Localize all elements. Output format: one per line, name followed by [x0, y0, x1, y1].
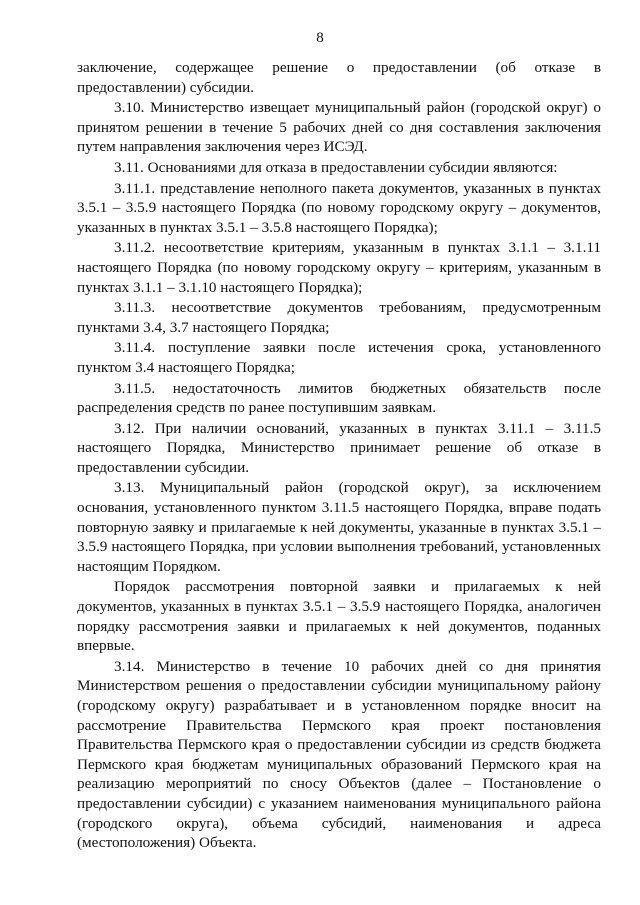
paragraph-3-11-3: 3.11.3. несоответствие документов требованиям, предусмотренным пунктами 3.4, 3.7 настоящего Порядка;	[77, 299, 601, 336]
document-body	[77, 58, 601, 854]
paragraph-3-11-4: 3.11.4. поступление заявки после истечения срока, установленного пунктом 3.4 настоящего Порядка;	[77, 339, 601, 376]
page-number: 8	[316, 30, 324, 46]
paragraph-3-11-5: 3.11.5. недостаточность лимитов бюджетных обязательств после распределения средств по ранее поступившим заявкам.	[77, 379, 601, 417]
paragraph-3-10: 3.10. Министерство извещает муниципальный район (городской округ) о принятом решении в течение 5 рабочих дней со дня составления заключения путем направления заключения через ИСЭД.	[77, 99, 601, 156]
paragraph-3-13: 3.13. Муниципальный район (городской округ), за исключением основания, установленного пунктом 3.11.5 настоящего Порядка, вправе подать повторную заявку и прилагаемые к ней документы, указанные в пунктах 3.5.1 – 3.5.9 настоящего Порядка, при условии выполнения требований, установленных настоящим Порядком.	[77, 479, 601, 575]
paragraph-repeat-order: Порядок рассмотрения повторной заявки и прилагаемых к ней документов, указанных в пунктах 3.5.1 – 3.5.9 настоящего Порядка, аналогичен порядку рассмотрения заявки и прилагаемых к ней документов, поданных впервые.	[77, 578, 601, 655]
paragraph-3-14: 3.14. Министерство в течение 10 рабочих дней со дня принятия Министерством решения о предоставлении субсидии муниципальному району (городскому округу) разрабатывает и в установленном порядке вносит на рассмотрение Правительства Пермского края проект постановления Правительства Пермского края о предоставлении субсидии из средств бюджета Пермского края бюджетам муниципальных образований Пермского края на реализацию мероприятий по сносу Объектов (далее – Постановление о предоставлении субсидии) с указанием наименования муниципального района (городского округа), объема субсидий, наименования и адреса (местоположения) Объекта.	[77, 657, 601, 852]
paragraph-continuation: заключение, содержащее решение о предоставлении (об отказе в предоставлении) субсидии.	[77, 59, 601, 96]
paragraph-3-12: 3.12. При наличии оснований, указанных в пунктах 3.11.1 – 3.11.5 настоящего Порядка, Министерство принимает решение об отказе в предоставлении субсидии.	[77, 419, 601, 476]
paragraph-3-11-2: 3.11.2. несоответствие критериям, указанным в пунктах 3.1.1 – 3.1.11 настоящего Порядка (по новому городскому округу – критериям, указанным в пунктах 3.1.1 – 3.1.10 настоящего Порядка);	[77, 239, 601, 296]
paragraph-3-11-1: 3.11.1. представление неполного пакета документов, указанных в пунктах 3.5.1 – 3.5.9 настоящего Порядка (по новому городскому округу – документов, указанных в пунктах 3.5.1 – 3.5.8 настоящего Порядка);	[77, 179, 601, 236]
paragraph-3-11: 3.11. Основаниями для отказа в предоставлении субсидии являются:	[114, 158, 558, 176]
